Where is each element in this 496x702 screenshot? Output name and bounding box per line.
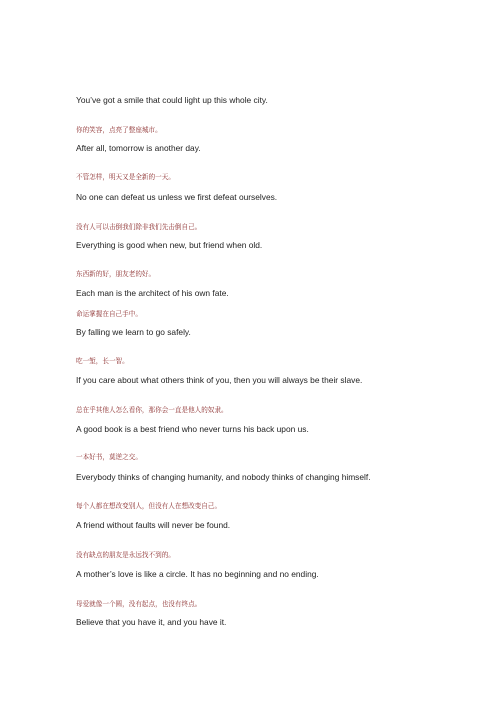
quote-en-6: By falling we learn to go safely. (76, 327, 191, 337)
quote-zh-3: 没有人可以击倒我们除非我们先击倒自己。 (76, 223, 202, 231)
quote-zh-4: 东西新的好，朋友老的好。 (76, 270, 156, 278)
quote-zh-5: 命运掌握在自己手中。 (76, 310, 142, 318)
quote-zh-10: 没有缺点的朋友是永远找不到的。 (76, 551, 175, 559)
quote-en-1: You’ve got a smile that could light up this whole city. (76, 95, 268, 105)
quote-zh-1: 你的笑容，点亮了整座城市。 (76, 126, 162, 134)
quote-en-8: A good book is a best friend who never turns his back upon us. (76, 424, 309, 434)
quote-zh-8: 一本好书，莫逆之交。 (76, 453, 142, 461)
quote-en-9: Everybody thinks of changing humanity, and nobody thinks of changing himself. (76, 472, 371, 482)
quote-en-3: No one can defeat us unless we first defeat ourselves. (76, 192, 278, 202)
quote-en-4: Everything is good when new, but friend when old. (76, 240, 263, 250)
quote-zh-2: 不管怎样，明天又是全新的一天。 (76, 173, 175, 181)
quote-en-5: Each man is the architect of his own fate. (76, 288, 229, 298)
quote-zh-9: 每个人都在想改变别人，但没有人在想改变自己。 (76, 502, 222, 510)
quote-en-10: A friend without faults will never be found. (76, 520, 231, 530)
quote-zh-7: 总在乎其他人怎么看你，那你会一直是他人的奴隶。 (76, 406, 228, 414)
quote-zh-11: 母爱就像一个圆，没有起点，也没有终点。 (76, 600, 202, 608)
quote-en-7: If you care about what others think of you, then you will always be their slave. (76, 375, 363, 385)
quote-en-11: A mother’s love is like a circle. It has no beginning and no ending. (76, 569, 319, 579)
quote-zh-6: 吃一堑，长一智。 (76, 357, 129, 365)
quote-en-2: After all, tomorrow is another day. (76, 143, 201, 153)
quote-en-12: Believe that you have it, and you have it. (76, 617, 227, 627)
